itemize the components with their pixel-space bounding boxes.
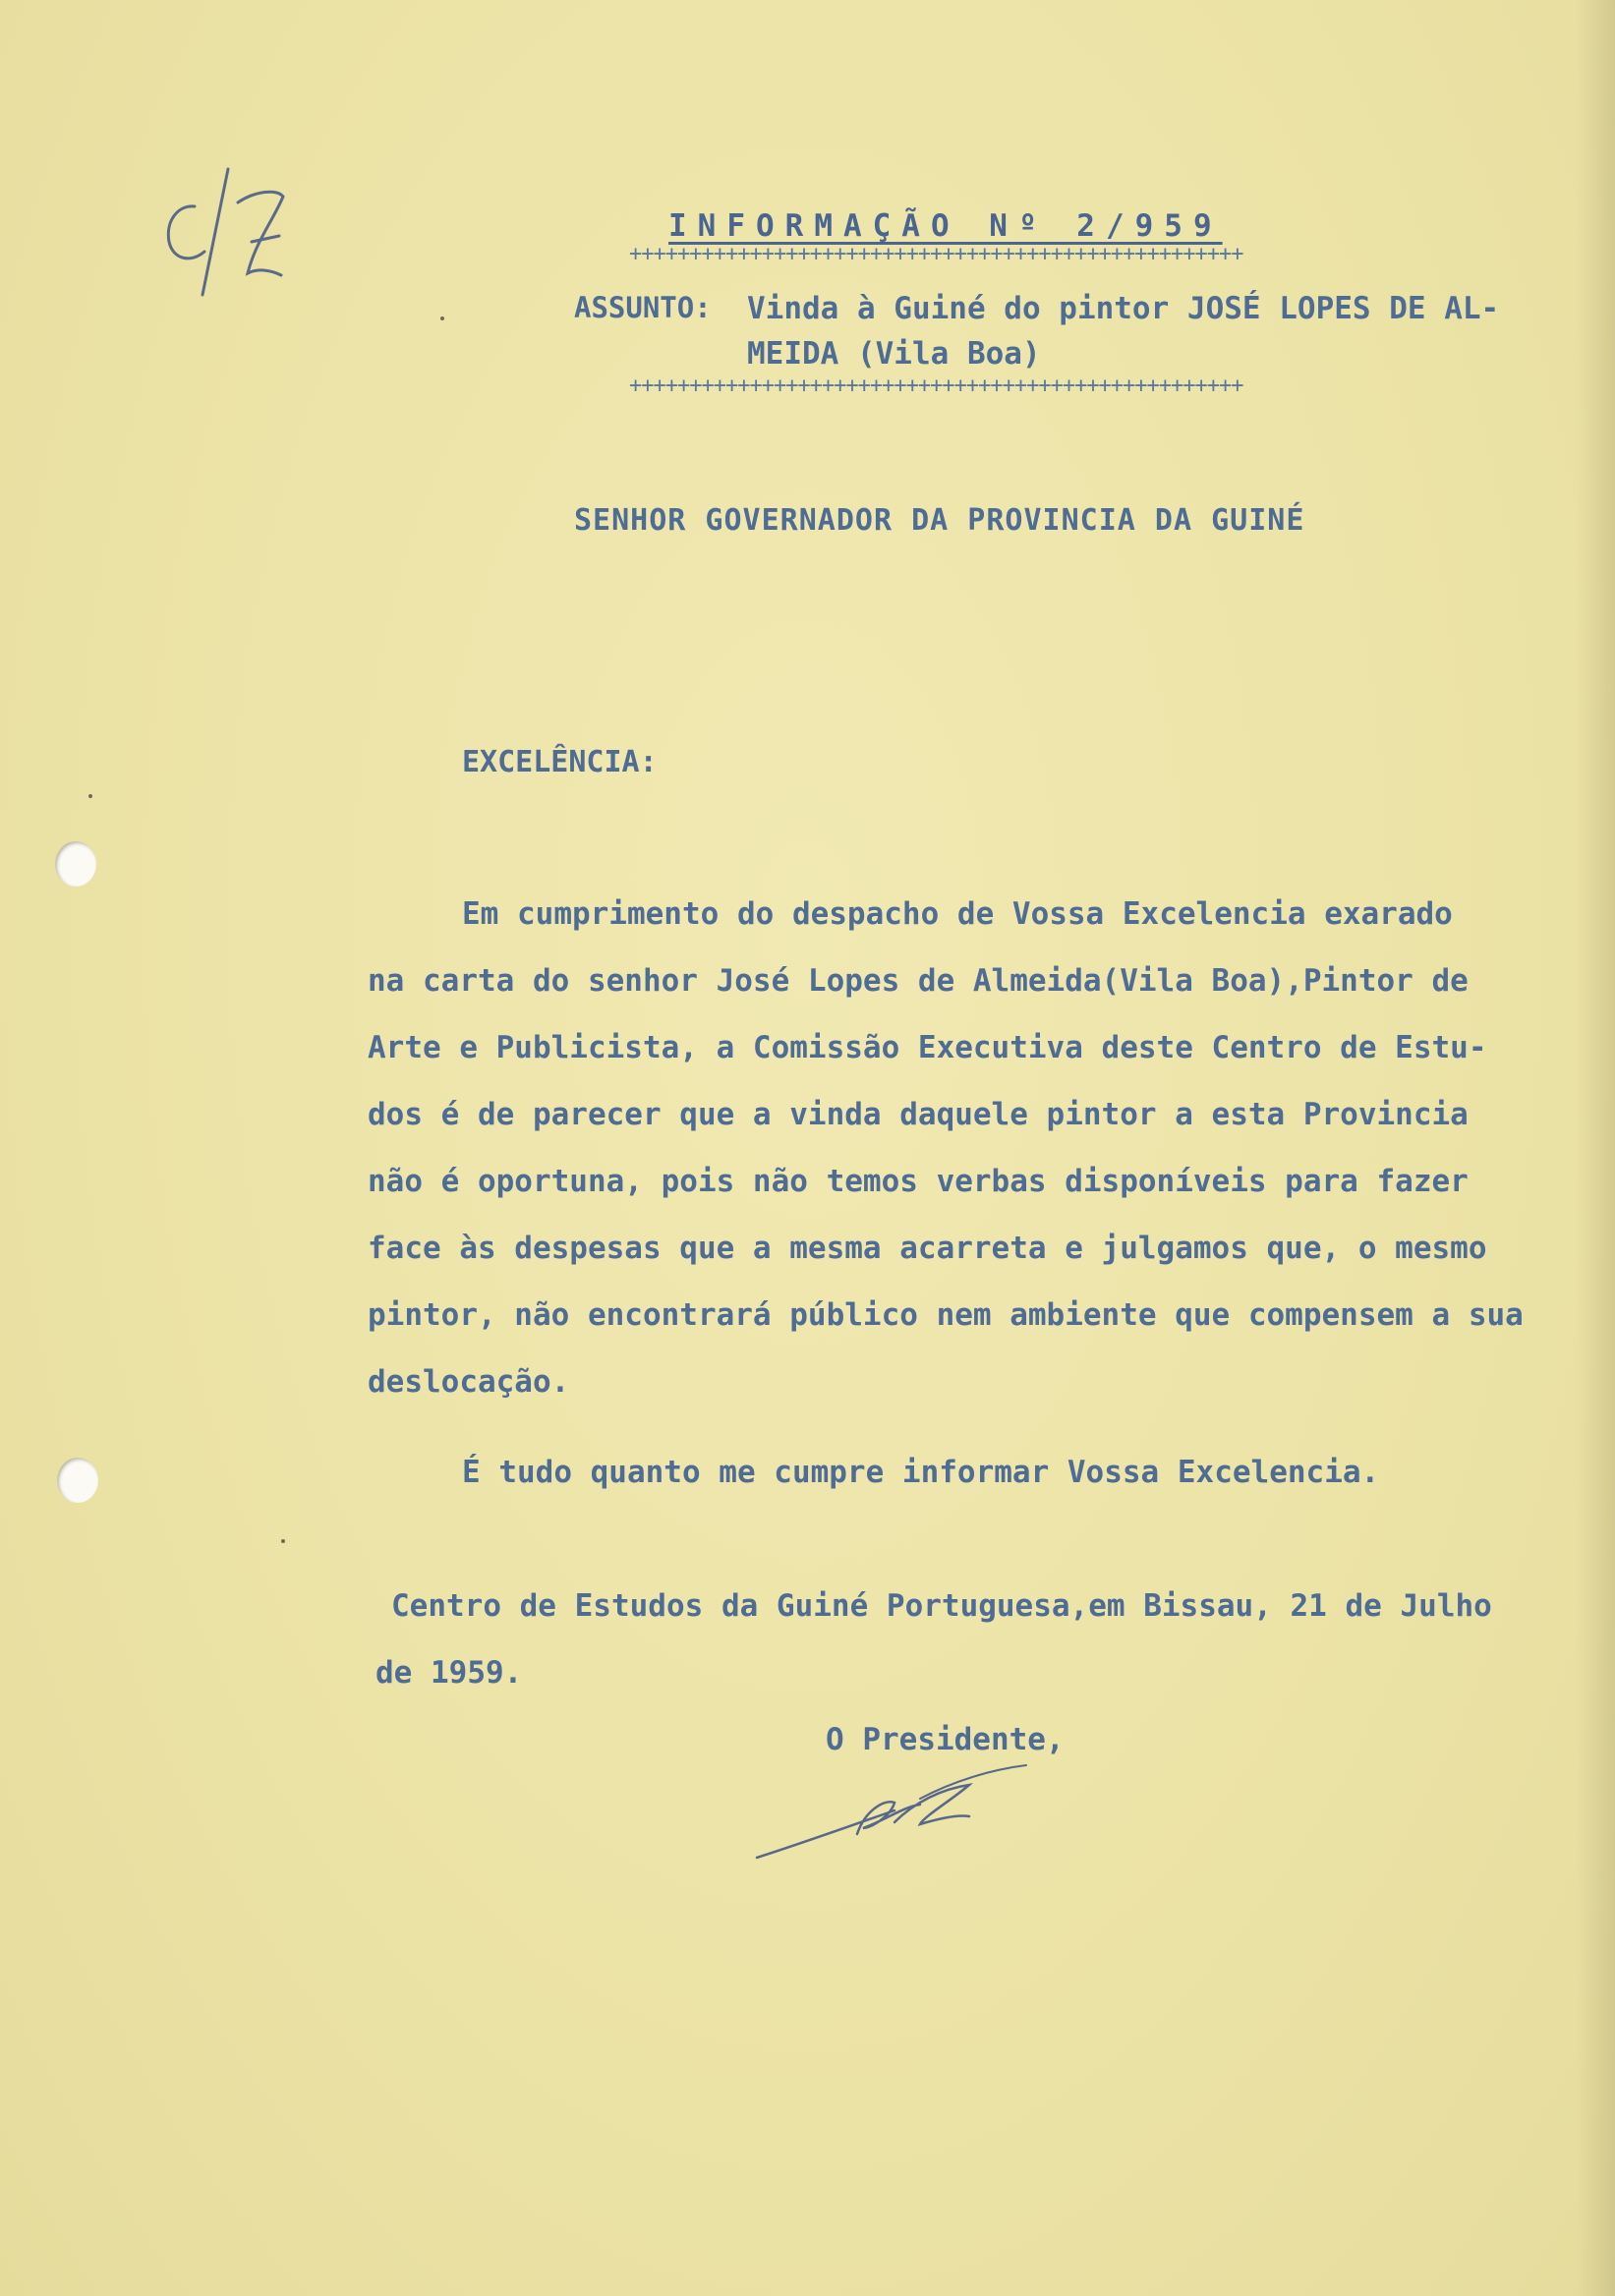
document-title: INFORMAÇÃO Nº 2/959 [668,208,1223,244]
ink-speck [281,1539,285,1543]
punch-hole [55,841,96,887]
body-line: Arte e Publicista, a Comissão Executiva deste Centro de Estu- [368,1030,1487,1065]
separator-line: +++++++++++++++++++++++++++++++++++++++++++++++++++ [629,373,1243,398]
body-line: na carta do senhor José Lopes de Almeida(Vila Boa),Pintor de [368,963,1469,999]
subject-text: MEIDA (Vila Boa) [747,336,1041,372]
handwritten-reference-mark [157,157,315,305]
place-date-line: Centro de Estudos da Guiné Portuguesa,em Bissau, 21 de Julho [391,1588,1492,1624]
ink-speck [440,316,444,320]
body-line: Em cumprimento do despacho de Vossa Excelencia exarado [462,896,1453,932]
place-date-line: de 1959. [375,1655,523,1691]
separator-line: +++++++++++++++++++++++++++++++++++++++++++++++++++ [629,242,1243,266]
body-line: não é oportuna, pois não temos verbas disponíveis para fazer [368,1164,1469,1199]
signature [747,1759,1042,1867]
body-line: dos é de parecer que a vinda daquele pintor a esta Provincia [368,1097,1469,1132]
body-line: deslocação. [368,1364,570,1400]
ink-speck [88,794,92,798]
subject-label: ASSUNTO: [574,291,712,324]
subject-text: Vinda à Guiné do pintor JOSÉ LOPES DE AL- [747,291,1500,326]
addressee: SENHOR GOVERNADOR DA PROVINCIA DA GUINÉ [574,503,1305,538]
body-line: face às despesas que a mesma acarreta e julgamos que, o mesmo [368,1231,1487,1266]
punch-hole [57,1458,98,1503]
body-line: pintor, não encontrará público nem ambiente que compensem a sua [368,1297,1524,1333]
salutation: EXCELÊNCIA: [462,745,658,779]
closing-line: É tudo quanto me cumpre informar Vossa Excelencia. [462,1455,1380,1490]
signatory-title: O Presidente, [826,1722,1065,1757]
page-edge-shadow [1576,0,1615,2296]
